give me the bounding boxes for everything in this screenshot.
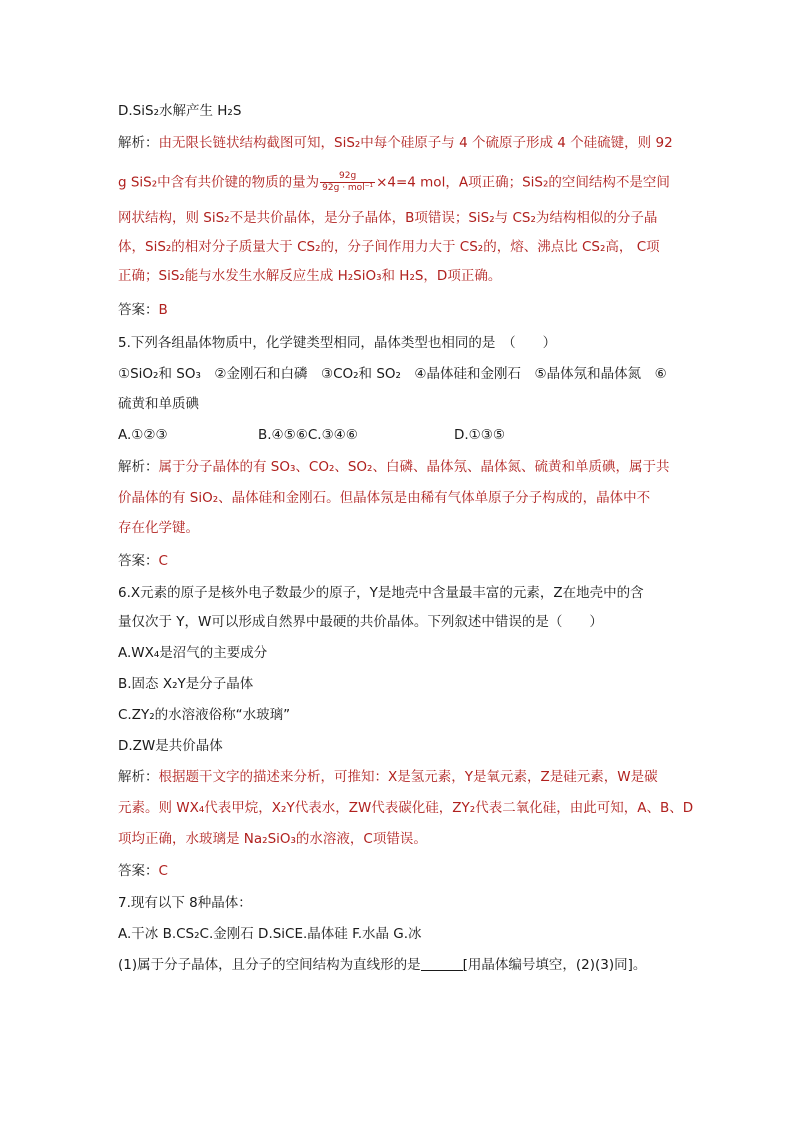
q7-options: A.干冰 B.CS₂C.金刚石 D.SiCE.晶体硅 F.水晶 G.冰 [118,926,422,942]
q6-option-a: A.WX₄是沼气的主要成分 [118,645,268,661]
q5-stem: 5.下列各组晶体物质中，化学键类型相同，晶体类型也相同的是 （ ） [118,335,557,351]
q5-option-a: A.①②③ [118,427,168,443]
q5-items-line-2: 硫黄和单质碘 [118,396,199,412]
q6-analysis-line-2: 元素。则 WX₄代表甲烷，X₂Y代表水，ZW代表碳化硅，ZY₂代表二氧化硅，由此可知，A、B、D [118,800,694,816]
q7-subquestion-1: (1)属于分子晶体，且分子的空间结构为直线形的是 [用晶体编号填空，(2)(3)同]。 [118,957,647,973]
q4-option-d: D.SiS₂水解产生 H₂S [118,103,242,119]
q5-answer: 答案：C [118,553,168,569]
q6-analysis-line-3: 项均正确，水玻璃是 Na₂SiO₃的水溶液，C项错误。 [118,831,427,847]
q6-analysis-line-1: 解析：根据题干文字的描述来分析，可推知：X是氢元素，Y是氧元素，Z是硅元素，W是碳 [118,769,658,785]
q4-analysis-line-4: 体，SiS₂的相对分子质量大于 CS₂的，分子间作用力大于 CS₂的，熔、沸点比 CS₂高， C项 [118,239,660,255]
q4-analysis-line-1: 解析：由无限长链状结构截图可知，SiS₂中每个硅原子与 4 个硫原子形成 4 个硅硫键，则 92 [118,135,673,151]
q7-stem: 7.现有以下 8种晶体： [118,895,252,911]
q4-answer: 答案：B [118,302,168,318]
mole-fraction: $\frac{92g}{\text{92g · mol⁻¹}}$ [322,171,374,193]
q5-analysis-line-2: 价晶体的有 SiO₂、晶体硅和金刚石。但晶体氖是由稀有气体单原子分子构成的，晶体中不 [118,490,651,506]
q6-stem-line-2: 量仅次于 Y，W可以形成自然界中最硬的共价晶体。下列叙述中错误的是（ ） [118,614,603,630]
q6-option-d: D.ZW是共价晶体 [118,738,223,754]
q5-analysis-line-3: 存在化学键。 [118,520,199,536]
q5-option-d: D.①③⑤ [454,427,505,443]
q6-answer: 答案：C [118,863,168,879]
q5-items-line-1: ①SiO₂和 SO₃ ②金刚石和白磷 ③CO₂和 SO₂ ④晶体硅和金刚石 ⑤晶体氖和晶体氮 ⑥ [118,366,667,382]
q4-analysis-line-5: 正确；SiS₂能与水发生水解反应生成 H₂SiO₃和 H₂S，D项正确。 [118,268,502,284]
q6-option-c: C.ZY₂的水溶液俗称“水玻璃” [118,707,291,723]
answer-blank[interactable] [421,956,463,971]
q4-analysis-line-2: g SiS₂中含有共价键的物质的量为 $\frac{92g}{\text{92g · mol⁻¹}}$ ×4=4 mol，A项正确；SiS₂的空间结构不是空间 [118,171,670,193]
q5-analysis-line-1: 解析：属于分子晶体的有 SO₃、CO₂、SO₂、白磷、晶体氖、晶体氮、硫黄和单质碘，属于共 [118,459,670,475]
q6-option-b: B.固态 X₂Y是分子晶体 [118,676,254,692]
q6-stem-line-1: 6.X元素的原子是核外电子数最少的原子，Y是地壳中含量最丰富的元素，Z在地壳中的含 [118,585,644,601]
q4-analysis-line-3: 网状结构，则 SiS₂不是共价晶体，是分子晶体，B项错误；SiS₂与 CS₂为结构相似的分子晶 [118,210,658,226]
q5-option-bc: B.④⑤⑥C.③④⑥ [258,427,358,443]
